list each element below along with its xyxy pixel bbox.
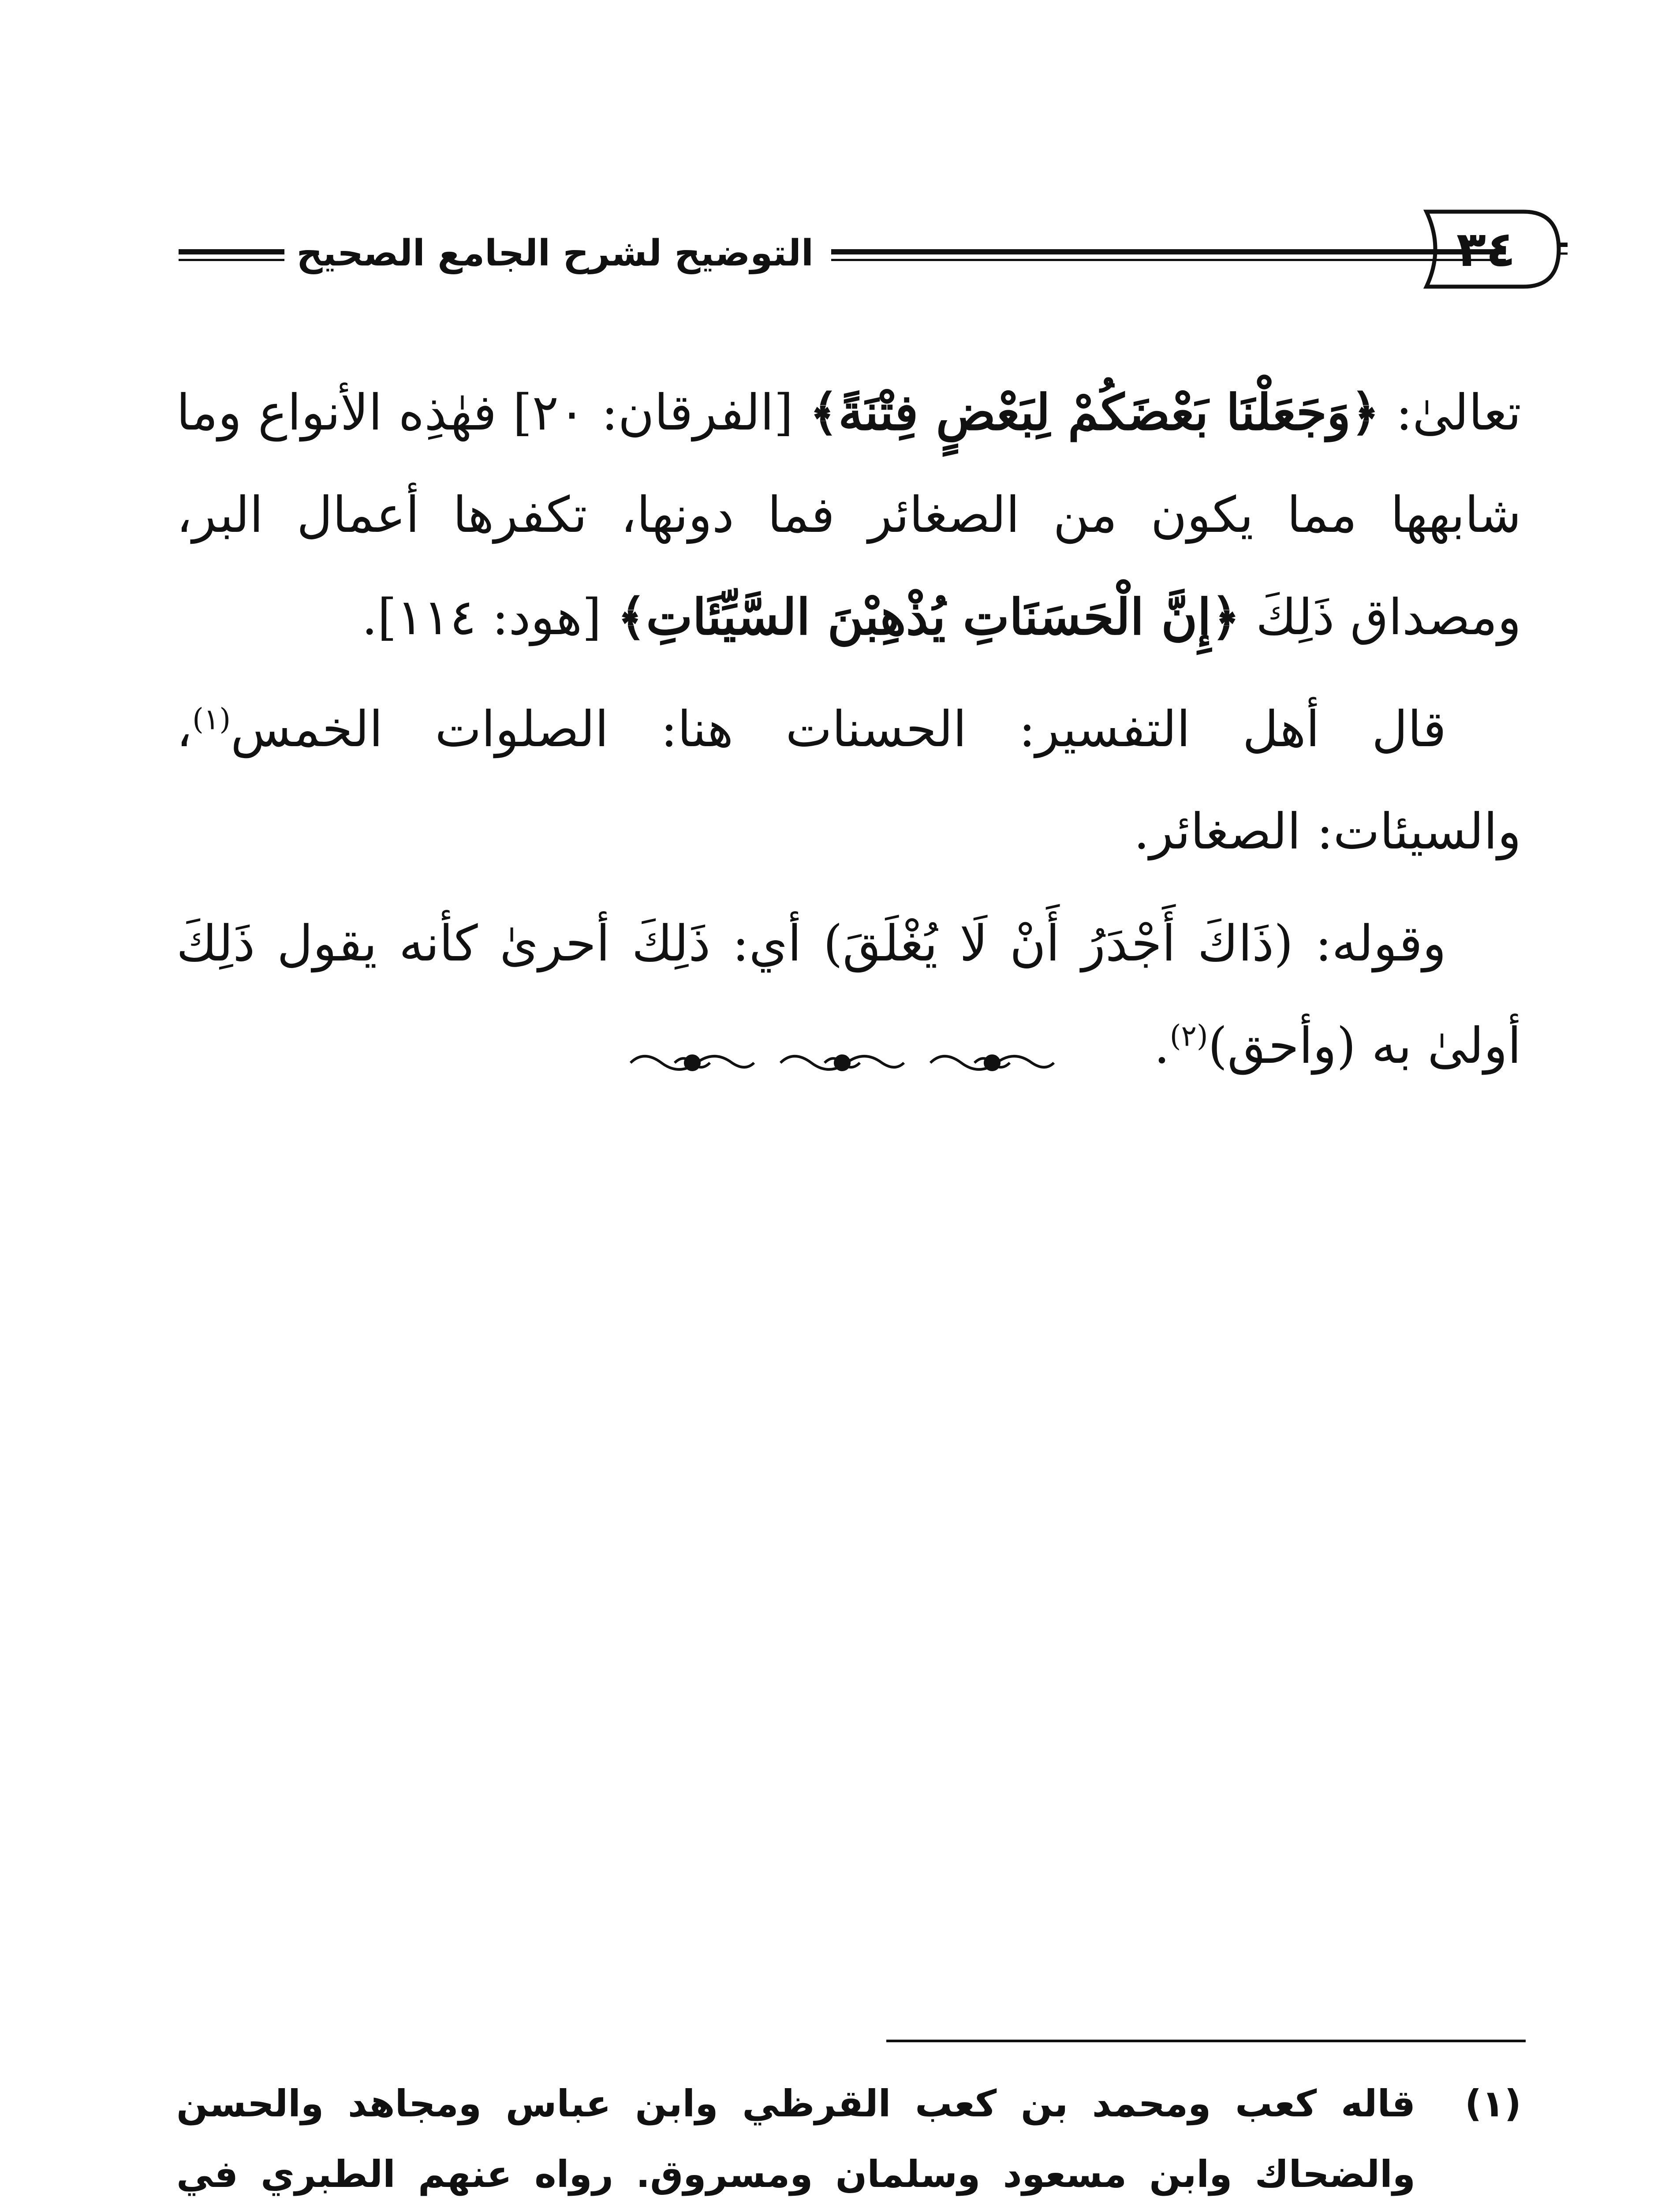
footnote-1-text: قاله كعب ومحمد بن كعب القرظي وابن عباس ومجاهد والحسن والضحاك وابن مسعود وسلمان ومسروق. رواه عنهم الطبري في — [176, 2082, 1415, 2196]
paragraph-2-text-b: ، والسيئات: الصغائر. — [176, 701, 1521, 860]
paragraph-1 — [176, 362, 1521, 669]
page-number-badge — [1413, 203, 1568, 295]
paragraph-1-lead: تعالىٰ: — [1379, 384, 1522, 441]
paragraph-2-text-a: قال أهل التفسير: الحسنات هنا: الصلوات الخمس — [231, 701, 1446, 758]
paragraph-1-middle: [الفرقان: ٢٠] فهٰذِه الأنواع وما شابهها مما يكون من الصغائر فما دونها، تكفرها أعمال البر، ومصداق ذَلِكَ — [176, 384, 1521, 646]
footnote-1 — [176, 2068, 1521, 2205]
header-rule-left — [179, 249, 284, 261]
ornament-divider-icon — [617, 1045, 1063, 1080]
footnotes — [176, 2068, 1521, 2205]
footnote-ref-2[interactable]: (٢) — [1169, 1019, 1208, 1053]
running-title: التوضيح لشرح الجامع الصحيح — [296, 232, 814, 274]
page-number: ٣٤ — [1456, 221, 1516, 277]
footnote-ref-1[interactable]: (١) — [192, 702, 231, 736]
footnote-1-number: (١) — [1464, 2082, 1521, 2125]
paragraph-2 — [176, 678, 1521, 883]
paragraph-3-text-a: وقوله: (ذَاكَ أَجْدَرُ أَنْ لَا يُغْلَقَ) أي: ذَلِكَ أحرىٰ كأنه يقول ذَلِكَ أولىٰ به (وأحق) — [176, 915, 1521, 1075]
footnote-separator — [886, 2040, 1526, 2042]
quran-verse-furqan: ﴿وَجَعَلْنَا بَعْضَكُمْ لِبَعْضٍ فِتْنَةً﴾ — [809, 384, 1380, 441]
paragraph-1-tail: [هود: ١١٤]. — [362, 589, 617, 646]
paragraph-3-text-b: . — [1154, 1017, 1170, 1075]
running-header — [179, 207, 1523, 313]
quran-verse-hud: ﴿إِنَّ الْحَسَنَاتِ يُذْهِبْنَ السَّيِّئَاتِ﴾ — [617, 588, 1240, 646]
header-rule-middle — [831, 249, 1506, 261]
main-text — [176, 362, 1521, 1107]
